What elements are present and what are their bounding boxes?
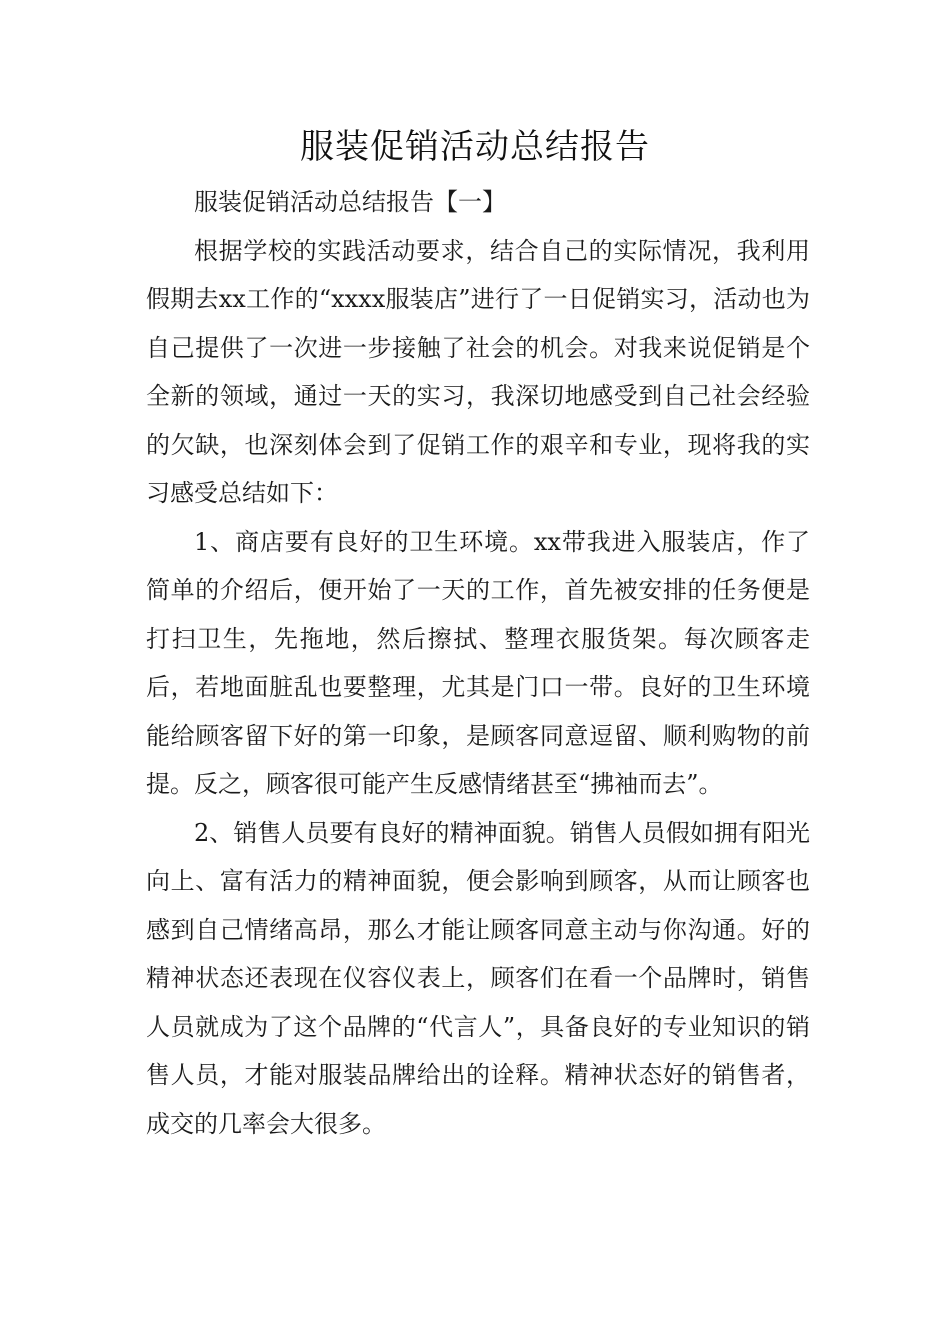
paragraph-intro: 根据学校的实践活动要求，结合自己的实际情况，我利用假期去xx工作的“xxxx服装店”进行了一日促销实习，活动也为自己提供了一次进一步接触了社会的机会。对我来说促销是个全新的领域，通过一天的实习，我深切地感受到自己社会经验的欠缺，也深刻体会到了促销工作的艰辛和专业，现将我的实习感受总结如下：	[146, 236, 810, 507]
document-title: 服装促销活动总结报告	[300, 127, 650, 167]
section-heading: 服装促销活动总结报告【一】	[194, 188, 506, 216]
document-body	[146, 178, 810, 1148]
paragraph-point-2: 2、销售人员要有良好的精神面貌。销售人员假如拥有阳光向上、富有活力的精神面貌，便会影响到顾客，从而让顾客也感到自己情绪高昂，那么才能让顾客同意主动与你沟通。好的精神状态还表现在仪容仪表上，顾客们在看一个品牌时，销售人员就成为了这个品牌的“代言人”，具备良好的专业知识的销售人员，才能对服装品牌给出的诠释。精神状态好的销售者，成交的几率会大很多。	[146, 818, 810, 1138]
paragraph-point-1: 1、商店要有良好的卫生环境。xx带我进入服装店，作了简单的介绍后，便开始了一天的工作，首先被安排的任务便是打扫卫生，先拖地，然后擦拭、整理衣服货架。每次顾客走后，若地面脏乱也要整理，尤其是门口一带。良好的卫生环境能给顾客留下好的第一印象，是顾客同意逗留、顺利购物的前提。反之，顾客很可能产生反感情绪甚至“拂袖而去”。	[146, 527, 810, 798]
